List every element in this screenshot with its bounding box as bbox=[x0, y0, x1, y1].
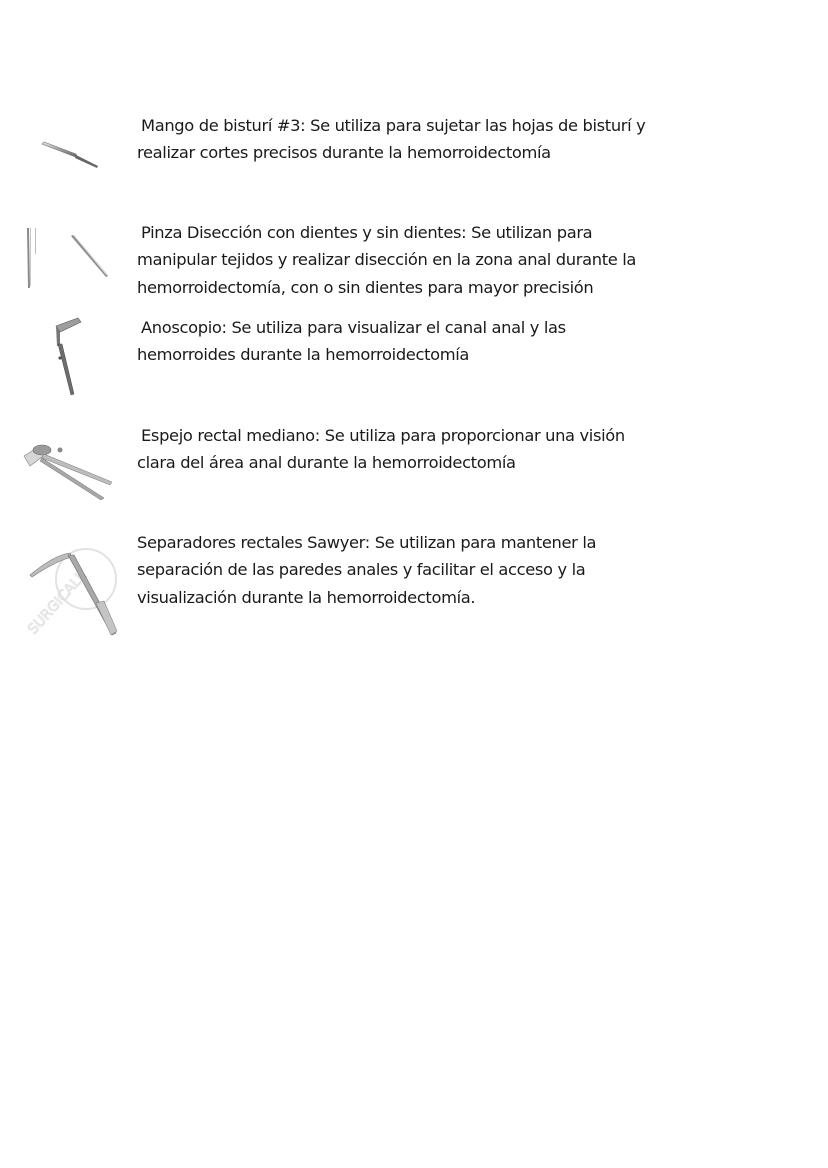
instrument-description-line: separación de las paredes anales y facilitar el acceso y la bbox=[137, 560, 586, 580]
rectal-speculum-icon bbox=[20, 440, 118, 510]
instrument-description-line: clara del área anal durante la hemorroidectomía bbox=[137, 453, 516, 473]
dissection-forceps-icon bbox=[22, 226, 112, 296]
instrument-description-line: Pinza Disección con dientes y sin dientes: Se utilizan para bbox=[141, 223, 593, 242]
instrument-description-line: visualización durante la hemorroidectomía. bbox=[137, 587, 476, 607]
instrument-description-line: realizar cortes precisos durante la hemorroidectomía bbox=[137, 143, 551, 163]
anoscope-icon bbox=[52, 316, 84, 402]
svg-text:SURGICALL: SURGICALL bbox=[25, 568, 90, 638]
instrument-description-line: hemorroides durante la hemorroidectomía bbox=[137, 345, 470, 365]
instrument-description-line: manipular tejidos y realizar disección en la zona anal durante la bbox=[137, 250, 637, 270]
instrument-description-line: Mango de bisturí #3: Se utiliza para sujetar las hojas de bisturí y bbox=[141, 116, 646, 135]
instrument-description-line: Separadores rectales Sawyer: Se utilizan para mantener la bbox=[137, 533, 597, 552]
instrument-description-line: hemorroidectomía, con o sin dientes para mayor precisión bbox=[137, 277, 594, 297]
instrument-description-line: Espejo rectal mediano: Se utiliza para proporcionar una visión bbox=[141, 426, 625, 445]
instrument-description-line: Anoscopio: Se utiliza para visualizar el canal anal y las bbox=[141, 318, 566, 337]
scalpel-handle-icon bbox=[38, 138, 103, 177]
sawyer-retractor-icon bbox=[24, 543, 124, 647]
